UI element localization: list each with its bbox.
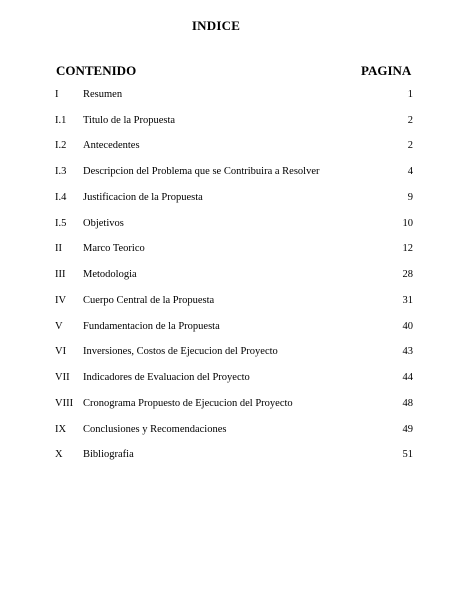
page-column-header: PAGINA [361,63,412,78]
toc-entry [0,320,450,334]
toc-entry [0,397,450,411]
toc-entry-label: Conclusiones y Recomendaciones [83,424,227,435]
toc-entry-page: 51 [402,449,413,460]
toc-entry [0,448,450,462]
toc-entry-number: X [55,449,63,460]
toc-entry [0,114,450,128]
toc-entry-label: Marco Teorico [83,243,145,254]
toc-entry-page: 12 [402,243,413,254]
toc-entry-number: II [55,243,62,254]
toc-entry [0,345,450,359]
toc-entry-number: III [55,269,66,280]
toc-entry-number: VII [55,372,70,383]
toc-entry-page: 31 [402,295,413,306]
toc-entry-page: 44 [402,372,413,383]
toc-entry-label: Objetivos [83,218,124,229]
toc-entry-number: I [55,89,59,100]
toc-entry [0,139,450,153]
toc-entry-label: Indicadores de Evaluacion del Proyecto [83,372,250,383]
toc-entry-number: IX [55,424,67,435]
toc-entry-page: 4 [407,166,413,177]
toc-entry-label: Cuerpo Central de la Propuesta [83,295,215,306]
toc-entry-label: Descripcion del Problema que se Contribuira a Resolver [83,166,320,177]
toc-entry-page: 10 [402,218,413,229]
toc-entry-page: 40 [402,321,413,332]
toc-entry-label: Bibliografia [83,449,134,460]
toc-entry-number: I.3 [55,166,67,177]
toc-entry [0,268,450,282]
toc-entry [0,88,450,102]
toc-entry-number: I.5 [55,218,67,229]
toc-entry-number: VI [55,346,67,357]
toc-entry-number: IV [55,295,67,306]
toc-entry [0,294,450,308]
toc-entry-label: Resumen [83,89,123,100]
toc-entry-label: Fundamentacion de la Propuesta [83,321,220,332]
page-title: INDICE [191,18,241,33]
toc-entry-number: I.1 [55,115,67,126]
toc-entry-number: VIII [55,398,74,409]
toc-entry-label: Cronograma Propuesto de Ejecucion del Proyecto [83,398,293,409]
toc-entry [0,191,450,205]
content-column-header: CONTENIDO [56,63,137,78]
toc-entry-page: 2 [407,115,413,126]
toc-entry-number: V [55,321,63,332]
toc-entry-page: 1 [407,89,413,100]
toc-entry-page: 48 [402,398,413,409]
toc-entry-label: Justificacion de la Propuesta [83,192,203,203]
toc-entry [0,165,450,179]
toc-entry-label: Inversiones, Costos de Ejecucion del Proyecto [83,346,278,357]
toc-entry-page: 28 [402,269,413,280]
toc-entry-page: 49 [402,424,413,435]
toc-entry-label: Antecedentes [83,140,140,151]
toc-entry-page: 2 [407,140,413,151]
toc-entry-number: I.4 [55,192,67,203]
toc-entry [0,242,450,256]
toc-entry-label: Titulo de la Propuesta [83,115,176,126]
toc-entry [0,217,450,231]
toc-entry-number: I.2 [55,140,67,151]
toc-entry-page: 9 [407,192,413,203]
toc-entry-page: 43 [402,346,413,357]
toc-entry [0,371,450,385]
toc-entry [0,423,450,437]
toc-entry-label: Metodologia [83,269,137,280]
